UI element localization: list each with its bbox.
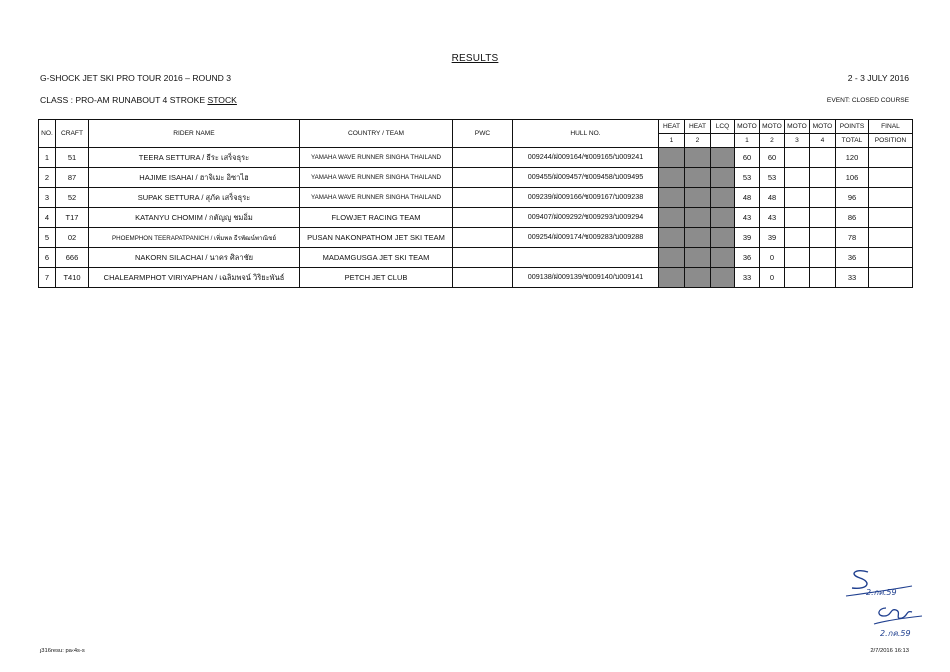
sub-position: POSITION [869, 134, 913, 148]
cell-moto-2: 48 [760, 188, 785, 208]
sub-heat-2: 2 [685, 134, 711, 148]
signature-2-date: 2.กค.59 [880, 629, 911, 638]
cell-moto-2: 43 [760, 208, 785, 228]
cell-lcq [711, 248, 735, 268]
col-moto-2: MOTO [760, 120, 785, 134]
table-row [39, 268, 913, 288]
table-row [39, 188, 913, 208]
cell-team: PETCH JET CLUB [300, 268, 453, 288]
col-rider: RIDER NAME [89, 120, 300, 148]
col-no: NO. [39, 120, 56, 148]
cell-rider: HAJIME ISAHAI / ฮาจิเมะ อิซาไฮ [89, 168, 300, 188]
cell-moto-2: 53 [760, 168, 785, 188]
cell-lcq [711, 148, 735, 168]
cell-moto-1: 33 [735, 268, 760, 288]
col-moto-4: MOTO [810, 120, 836, 134]
cell-pwc [453, 268, 513, 288]
cell-moto-2: 0 [760, 248, 785, 268]
cell-heat-2 [685, 148, 711, 168]
cell-moto-3 [785, 268, 810, 288]
footer-file-code: ȷ316resu: pa‹4s-s [40, 648, 85, 654]
cell-pwc [453, 188, 513, 208]
cell-moto-2: 0 [760, 268, 785, 288]
table-row [39, 228, 913, 248]
cell-hull: 009254/ฝ009174/ช009283/บ009288 [513, 228, 659, 248]
table-row [39, 208, 913, 228]
cell-position [869, 268, 913, 288]
header-row [39, 120, 913, 134]
cell-moto-1: 60 [735, 148, 760, 168]
cell-total: 33 [836, 268, 869, 288]
cell-moto-4 [810, 168, 836, 188]
cell-total: 120 [836, 148, 869, 168]
cell-moto-4 [810, 248, 836, 268]
cell-position [869, 188, 913, 208]
cell-pwc [453, 208, 513, 228]
cell-lcq [711, 168, 735, 188]
cell-total: 78 [836, 228, 869, 248]
cell-hull: 009239/ฝ009166/ช009167/บ009238 [513, 188, 659, 208]
cell-heat-1 [659, 228, 685, 248]
cell-moto-1: 36 [735, 248, 760, 268]
cell-hull: 009244/ฝ009164/ช009165/บ009241 [513, 148, 659, 168]
cell-team: PUSAN NAKONPATHOM JET SKI TEAM [300, 228, 453, 248]
cell-craft: 87 [56, 168, 89, 188]
cell-heat-1 [659, 268, 685, 288]
signature-1-date: 2.กค.59 [866, 588, 897, 597]
cell-total: 86 [836, 208, 869, 228]
table-row [39, 168, 913, 188]
event-date: 2 - 3 JULY 2016 [847, 73, 909, 83]
signature-2 [868, 602, 928, 644]
cell-no: 7 [39, 268, 56, 288]
col-lcq: LCQ [711, 120, 735, 134]
cell-moto-4 [810, 228, 836, 248]
cell-heat-2 [685, 188, 711, 208]
cell-heat-1 [659, 188, 685, 208]
cell-hull: 009138/ฝ009139/ช009140/บ009141 [513, 268, 659, 288]
cell-craft: 51 [56, 148, 89, 168]
cell-team: FLOWJET RACING TEAM [300, 208, 453, 228]
cell-pwc [453, 248, 513, 268]
cell-lcq [711, 268, 735, 288]
cell-moto-3 [785, 248, 810, 268]
class-suffix: STOCK [207, 95, 237, 105]
col-pwc: PWC [453, 120, 513, 148]
cell-lcq [711, 228, 735, 248]
cell-moto-3 [785, 168, 810, 188]
cell-moto-4 [810, 268, 836, 288]
cell-rider: SUPAK SETTURA / สุภัค เสร็จธุระ [89, 188, 300, 208]
cell-moto-3 [785, 208, 810, 228]
sub-moto-4: 4 [810, 134, 836, 148]
page-title: RESULTS [451, 53, 499, 64]
cell-position [869, 168, 913, 188]
cell-rider: CHALEARMPHOT VIRIYAPHAN / เฉลิมพจน์ วิริยะพันธ์ [89, 268, 300, 288]
cell-heat-1 [659, 248, 685, 268]
col-hull: HULL NO. [513, 120, 659, 148]
col-points: POINTS [836, 120, 869, 134]
event-venue: EVENT: CLOSED COURSE [826, 97, 909, 104]
cell-total: 36 [836, 248, 869, 268]
class-prefix: CLASS : PRO-AM RUNABOUT 4 STROKE [40, 95, 206, 105]
cell-craft: 52 [56, 188, 89, 208]
cell-rider: TEERA SETTURA / ธีระ เสร็จธุระ [89, 148, 300, 168]
cell-heat-1 [659, 148, 685, 168]
cell-craft: T17 [56, 208, 89, 228]
cell-position [869, 228, 913, 248]
cell-no: 4 [39, 208, 56, 228]
cell-moto-1: 53 [735, 168, 760, 188]
cell-team: YAMAHA WAVE RUNNER SINGHA THAILAND [300, 188, 453, 208]
cell-heat-1 [659, 208, 685, 228]
cell-hull: 009407/ฝ009292/ช009293/บ009294 [513, 208, 659, 228]
cell-rider: NAKORN SILACHAI / นาคร ศิลาชัย [89, 248, 300, 268]
cell-total: 106 [836, 168, 869, 188]
sub-total: TOTAL [836, 134, 869, 148]
cell-moto-1: 39 [735, 228, 760, 248]
class-line [40, 95, 237, 105]
sub-moto-2: 2 [760, 134, 785, 148]
cell-pwc [453, 148, 513, 168]
cell-moto-4 [810, 208, 836, 228]
cell-no: 5 [39, 228, 56, 248]
cell-heat-2 [685, 208, 711, 228]
cell-no: 6 [39, 248, 56, 268]
cell-moto-1: 48 [735, 188, 760, 208]
cell-pwc [453, 228, 513, 248]
cell-moto-3 [785, 188, 810, 208]
cell-moto-2: 39 [760, 228, 785, 248]
cell-hull: 009455/ฝ009457/ช009458/บ009495 [513, 168, 659, 188]
cell-rider: KATANYU CHOMIM / กตัญญู ชมอิ่ม [89, 208, 300, 228]
cell-moto-4 [810, 188, 836, 208]
table-row [39, 148, 913, 168]
event-name: G-SHOCK JET SKI PRO TOUR 2016 – ROUND 3 [40, 73, 232, 83]
cell-heat-1 [659, 168, 685, 188]
cell-team: MADAMGUSGA JET SKI TEAM [300, 248, 453, 268]
col-final: FINAL [869, 120, 913, 134]
signature-1 [838, 566, 916, 600]
cell-team: YAMAHA WAVE RUNNER SINGHA THAILAND [300, 168, 453, 188]
sub-lcq [711, 134, 735, 148]
cell-heat-2 [685, 268, 711, 288]
sub-moto-1: 1 [735, 134, 760, 148]
col-moto-3: MOTO [785, 120, 810, 134]
cell-team: YAMAHA WAVE RUNNER SINGHA THAILAND [300, 148, 453, 168]
cell-lcq [711, 208, 735, 228]
cell-moto-3 [785, 228, 810, 248]
cell-heat-2 [685, 228, 711, 248]
cell-moto-1: 43 [735, 208, 760, 228]
table-row [39, 248, 913, 268]
cell-position [869, 148, 913, 168]
sub-moto-3: 3 [785, 134, 810, 148]
col-moto-1: MOTO [735, 120, 760, 134]
cell-moto-4 [810, 148, 836, 168]
col-team: COUNTRY / TEAM [300, 120, 453, 148]
cell-craft: 02 [56, 228, 89, 248]
cell-craft: 666 [56, 248, 89, 268]
cell-heat-2 [685, 248, 711, 268]
cell-position [869, 248, 913, 268]
sub-heat-1: 1 [659, 134, 685, 148]
cell-position [869, 208, 913, 228]
cell-moto-3 [785, 148, 810, 168]
cell-moto-2: 60 [760, 148, 785, 168]
cell-no: 2 [39, 168, 56, 188]
cell-rider: PHOEMPHON TEERAPATPANICH / เพิ่มพล ธีรพัฒน์พาณิชย์ [89, 228, 300, 248]
col-heat-2: HEAT [685, 120, 711, 134]
cell-lcq [711, 188, 735, 208]
results-table [38, 119, 913, 288]
cell-no: 1 [39, 148, 56, 168]
cell-heat-2 [685, 168, 711, 188]
cell-total: 96 [836, 188, 869, 208]
col-heat-1: HEAT [659, 120, 685, 134]
cell-pwc [453, 168, 513, 188]
footer-timestamp: 2/7/2016 16:13 [870, 648, 909, 654]
cell-hull [513, 248, 659, 268]
cell-no: 3 [39, 188, 56, 208]
cell-craft: T410 [56, 268, 89, 288]
col-craft: CRAFT [56, 120, 89, 148]
